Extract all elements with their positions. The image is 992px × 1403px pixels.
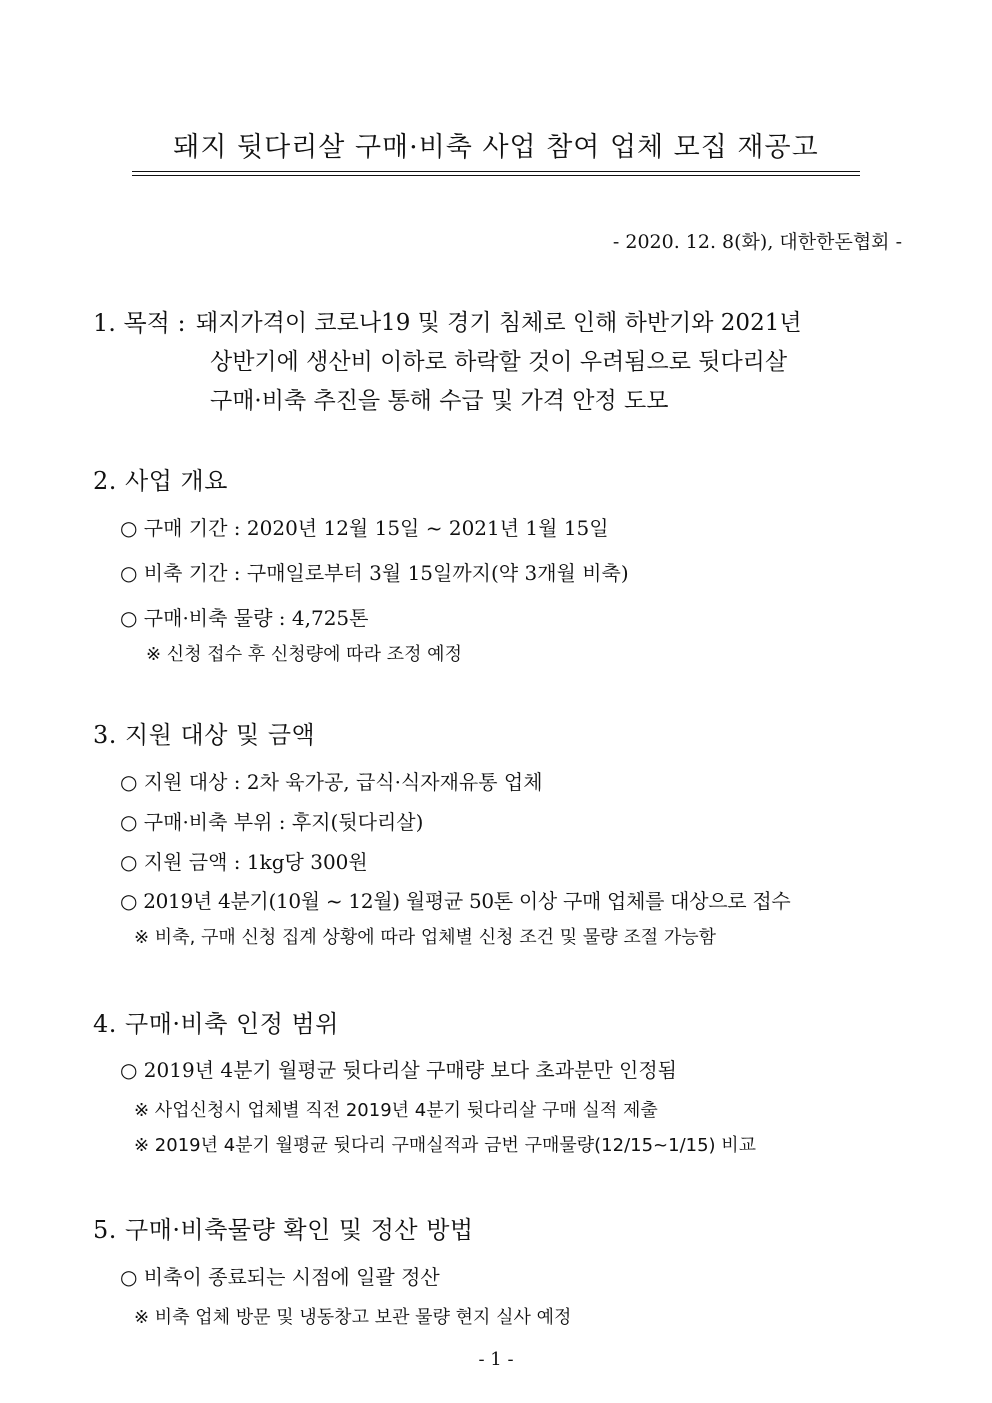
section2-heading: 2. 사업 개요	[93, 467, 228, 495]
section1-line-2: 상반기에 생산비 이하로 하락할 것이 우려됨으로 뒷다리살	[210, 349, 788, 375]
section3-item-1: ○ 지원 대상 : 2차 육가공, 급식·식자재유통 업체	[120, 770, 543, 794]
section3-note: ※ 비축, 구매 신청 집계 상황에 따라 업체별 신청 조건 및 물량 조절 가능함	[134, 927, 717, 948]
section5-note: ※ 비축 업체 방문 및 냉동창고 보관 물량 현지 실사 예정	[134, 1307, 572, 1328]
section3-heading: 3. 지원 대상 및 금액	[93, 721, 316, 749]
section4-note-1: ※ 사업신청시 업체별 직전 2019년 4분기 뒷다리살 구매 실적 제출	[134, 1100, 658, 1121]
section2-item-1: ○ 구매 기간 : 2020년 12월 15일 ~ 2021년 1월 15일	[120, 516, 609, 540]
section1-line-1: 돼지가격이 코로나19 및 경기 침체로 인해 하반기와 2021년	[196, 310, 802, 336]
section3-item-3: ○ 지원 금액 : 1kg당 300원	[120, 850, 368, 874]
section5-heading: 5. 구매·비축물량 확인 및 정산 방법	[93, 1216, 474, 1244]
section3-item-4: ○ 2019년 4분기(10월 ~ 12월) 월평균 50톤 이상 구매 업체를 대상으로 접수	[120, 889, 791, 913]
section5-item-1: ○ 비축이 종료되는 시점에 일괄 정산	[120, 1265, 440, 1289]
section1-line-3: 구매·비축 추진을 통해 수급 및 가격 안정 도모	[210, 388, 669, 414]
section4-item-1: ○ 2019년 4분기 월평균 뒷다리살 구매량 보다 초과분만 인정됨	[120, 1058, 677, 1082]
section2-note: ※ 신청 접수 후 신청량에 따라 조정 예정	[146, 644, 462, 665]
section4-note-2: ※ 2019년 4분기 월평균 뒷다리 구매실적과 금번 구매물량(12/15~1/15) 비교	[134, 1135, 757, 1156]
date-line: - 2020. 12. 8(화), 대한한돈협회 -	[612, 231, 902, 253]
section4-heading: 4. 구매·비축 인정 범위	[93, 1010, 339, 1038]
section3-item-2: ○ 구매·비축 부위 : 후지(뒷다리살)	[120, 810, 424, 834]
page-number: - 1 -	[478, 1349, 514, 1370]
section2-item-3: ○ 구매·비축 물량 : 4,725톤	[120, 606, 369, 630]
section2-item-2: ○ 비축 기간 : 구매일로부터 3월 15일까지(약 3개월 비축)	[120, 561, 629, 585]
title-double-rule	[132, 171, 860, 176]
document-title-block	[132, 128, 860, 168]
document-title: 돼지 뒷다리살 구매·비축 사업 참여 업체 모집 재공고	[173, 132, 819, 163]
section1-label: 1. 목적 :	[93, 309, 186, 337]
